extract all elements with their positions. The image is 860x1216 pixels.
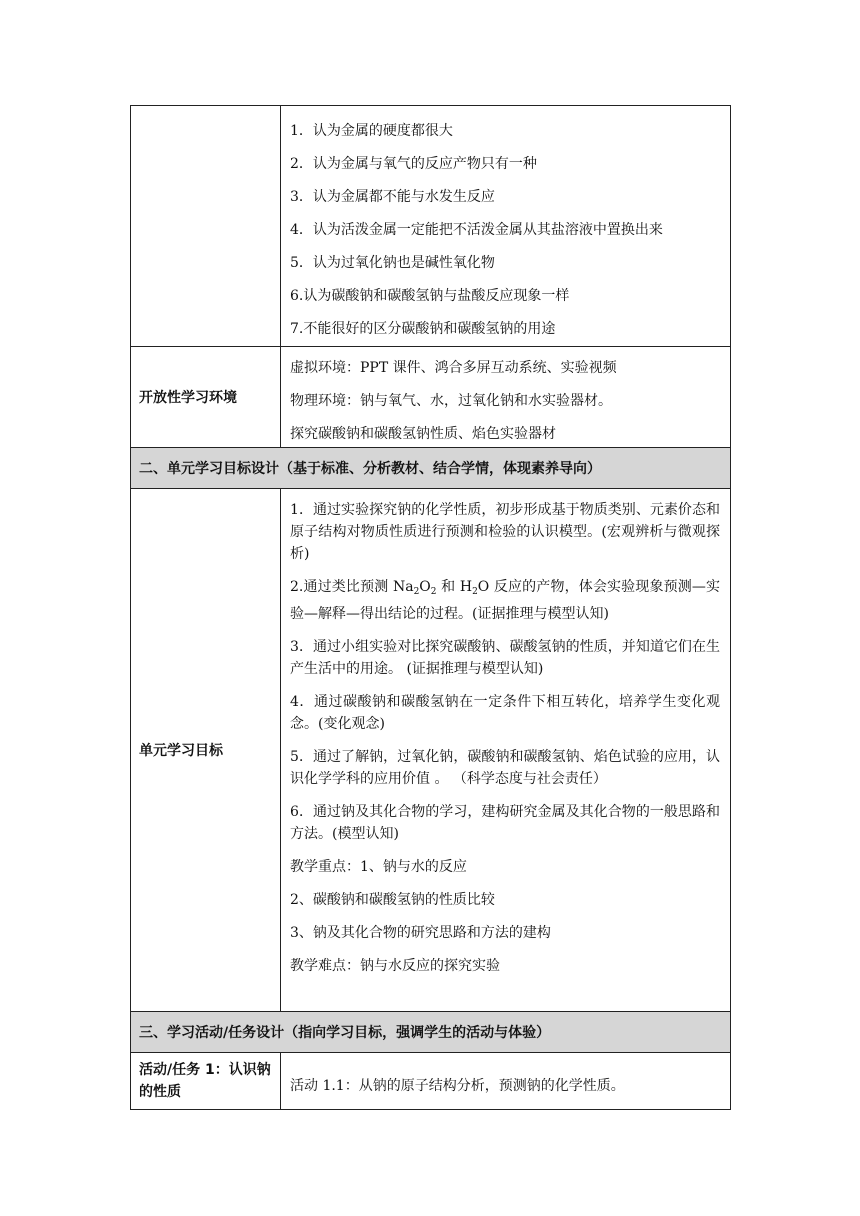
goal-1: 1．通过实验探究钠的化学性质，初步形成基于物质类别、元素价态和原子结构对物质性质进行预测和检验的认识模型。(宏观辨析与微观探析) <box>290 502 720 562</box>
teaching-focus-2: 2、碳酸钠和碳酸氢钠的性质比较 <box>290 892 495 908</box>
teaching-focus-3: 3、钠及其化合物的研究思路和方法的建构 <box>290 925 551 941</box>
misconceptions-row <box>131 106 731 347</box>
goals-label: 单元学习目标 <box>131 489 281 1012</box>
activity1-label: 活动/任务 1：认识钠的性质 <box>139 1062 271 1100</box>
environment-label: 开放性学习环境 <box>131 347 281 448</box>
misconception-item: 5．认为过氧化钠也是碱性氧化物 <box>290 255 495 271</box>
goal-6: 6．通过钠及其化合物的学习，建构研究金属及其化合物的一般思路和方法。(模型认知) <box>290 804 720 842</box>
goals-row <box>131 489 731 1012</box>
goal-3: 3．通过小组实验对比探究碳酸钠、碳酸氢钠的性质，并知道它们在生产生活中的用途。 (证据推理与模型认知) <box>290 639 720 677</box>
misconception-item: 3．认为金属都不能与水发生反应 <box>290 189 495 205</box>
activity1-text: 活动 1.1：从钠的原子结构分析，预测钠的化学性质。 <box>290 1078 625 1094</box>
goal-2: 2.通过类比预测 $Na_2O_2$ 和 $H_2O$ 反应的产物，体会实验现象预测—实验—解释—得出结论的过程。(证据推理与模型认知) <box>290 579 721 622</box>
misconception-item: 7.不能很好的区分碳酸钠和碳酸氢钠的用途 <box>290 321 556 337</box>
section3-header-row <box>131 1012 731 1053</box>
environment-line: 探究碳酸钠和碳酸氢钠性质、焰色实验器材 <box>290 426 556 442</box>
misconception-item: 4．认为活泼金属一定能把不活泼金属从其盐溶液中置换出来 <box>290 222 663 238</box>
section2-header-row <box>131 448 731 489</box>
misconception-item: 1．认为金属的硬度都很大 <box>290 123 453 139</box>
environment-line: 物理环境：钠与氧气、水，过氧化钠和水实验器材。 <box>290 393 612 409</box>
section3-header: 三、学习活动/任务设计（指向学习目标，强调学生的活动与体验） <box>131 1012 731 1053</box>
misconception-item: 2．认为金属与氧气的反应产物只有一种 <box>290 156 537 172</box>
misconceptions-label-cell <box>131 106 281 347</box>
teaching-difficulty: 教学难点：钠与水反应的探究实验 <box>290 958 500 974</box>
environment-cell <box>281 347 731 448</box>
lesson-plan-table <box>130 105 731 1110</box>
goal-5: 5．通过了解钠，过氧化钠，碳酸钠和碳酸氢钠、焰色试验的应用，认识化学学科的应用价值 。 （科学态度与社会责任） <box>290 749 720 787</box>
goal-4: 4．通过碳酸钠和碳酸氢钠在一定条件下相互转化，培养学生变化观念。(变化观念) <box>290 694 720 732</box>
activity1-cell <box>281 1053 731 1110</box>
section2-header: 二、单元学习目标设计（基于标准、分析教材、结合学情，体现素养导向） <box>131 448 731 489</box>
activity1-row <box>131 1053 731 1110</box>
misconception-item: 6.认为碳酸钠和碳酸氢钠与盐酸反应现象一样 <box>290 288 570 304</box>
environment-line: 虚拟环境：PPT 课件、鸿合多屏互动系统、实验视频 <box>290 360 617 376</box>
environment-row <box>131 347 731 448</box>
activity1-label-cell <box>131 1053 281 1110</box>
goals-cell <box>281 489 731 1012</box>
misconceptions-cell <box>281 106 731 347</box>
teaching-focus-1: 教学重点：1、钠与水的反应 <box>290 859 467 875</box>
